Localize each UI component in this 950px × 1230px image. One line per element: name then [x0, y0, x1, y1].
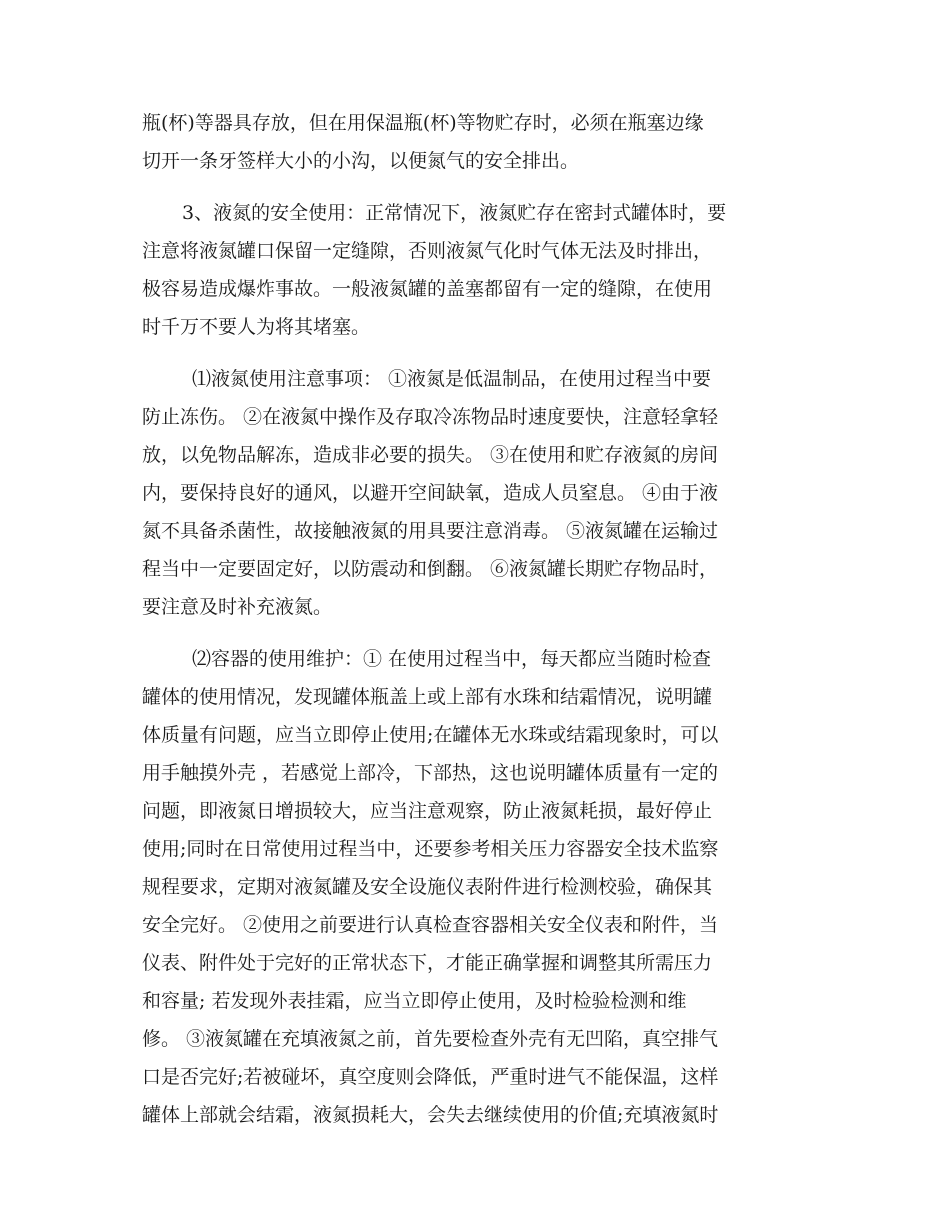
text-line: 切开一条牙签样大小的小沟，以便氮气的安全排出。 [142, 150, 580, 172]
text-line: 安全完好。 ②使用之前要进行认真检查容器相关安全仪表和附件，当 [142, 914, 719, 936]
text-line: ⑴液氮使用注意事项： ①液氮是低温制品，在使用过程当中要 [192, 368, 712, 390]
text-line: 口是否完好;若被碰坏，真空度则会降低，严重时进气不能保温，这样 [142, 1066, 719, 1088]
text-line: 程当中一定要固定好，以防震动和倒翻。 ⑥液氮罐长期贮存物品时， [142, 558, 719, 580]
text-line: 罐体上部就会结霜，液氮损耗大，会失去继续使用的价值;充填液氮时 [142, 1104, 719, 1126]
paragraph-3 [142, 360, 802, 626]
paragraph-1 [142, 104, 802, 180]
text-line: 氮不具备杀菌性，故接触液氮的用具要注意消毒。 ⑤液氮罐在运输过 [142, 520, 719, 542]
paragraph-2 [142, 194, 802, 346]
text-line: 规程要求，定期对液氮罐及安全设施仪表附件进行检测校验，确保其 [142, 876, 713, 898]
text-line: 要注意及时补充液氮。 [142, 596, 333, 618]
text-line: ⑵容器的使用维护：① 在使用过程当中，每天都应当随时检查 [192, 648, 712, 670]
text-line: 体质量有问题，应当立即停止使用;在罐体无水珠或结霜现象时，可以 [142, 724, 719, 746]
text-line: 使用;同时在日常使用过程当中，还要参考相关压力容器安全技术监察 [142, 838, 719, 860]
document-body [142, 104, 802, 1134]
text-line: 和容量; 若发现外表挂霜，应当立即停止使用，及时检验检测和维 [142, 990, 687, 1012]
text-line: 3、液氮的安全使用：正常情况下，液氮贮存在密封式罐体时，要 [182, 202, 727, 224]
text-line: 修。 ③液氮罐在充填液氮之前，首先要检查外壳有无凹陷，真空排气 [142, 1028, 719, 1050]
text-line: 罐体的使用情况，发现罐体瓶盖上或上部有水珠和结霜情况，说明罐 [142, 686, 713, 708]
text-line: 极容易造成爆炸事故。一般液氮罐的盖塞都留有一定的缝隙，在使用 [142, 278, 713, 300]
text-line: 用手触摸外壳 ，若感觉上部冷，下部热，这也说明罐体质量有一定的 [142, 762, 719, 784]
text-line: 防止冻伤。 ②在液氮中操作及存取冷冻物品时速度要快，注意轻拿轻 [142, 406, 719, 428]
text-line: 仪表、附件处于完好的正常状态下，才能正确掌握和调整其所需压力 [142, 952, 713, 974]
text-line: 注意将液氮罐口保留一定缝隙，否则液氮气化时气体无法及时排出， [142, 240, 713, 262]
text-line: 时千万不要人为将其堵塞。 [142, 316, 371, 338]
text-line: 瓶(杯)等器具存放，但在用保温瓶(杯)等物贮存时，必须在瓶塞边缘 [142, 112, 704, 134]
text-line: 问题，即液氮日增损较大，应当注意观察，防止液氮耗损，最好停止 [142, 800, 713, 822]
text-line: 放，以免物品解冻，造成非必要的损失。 ③在使用和贮存液氮的房间 [142, 444, 719, 466]
text-line: 内，要保持良好的通风，以避开空间缺氧，造成人员窒息。 ④由于液 [142, 482, 719, 504]
paragraph-4 [142, 640, 802, 1134]
